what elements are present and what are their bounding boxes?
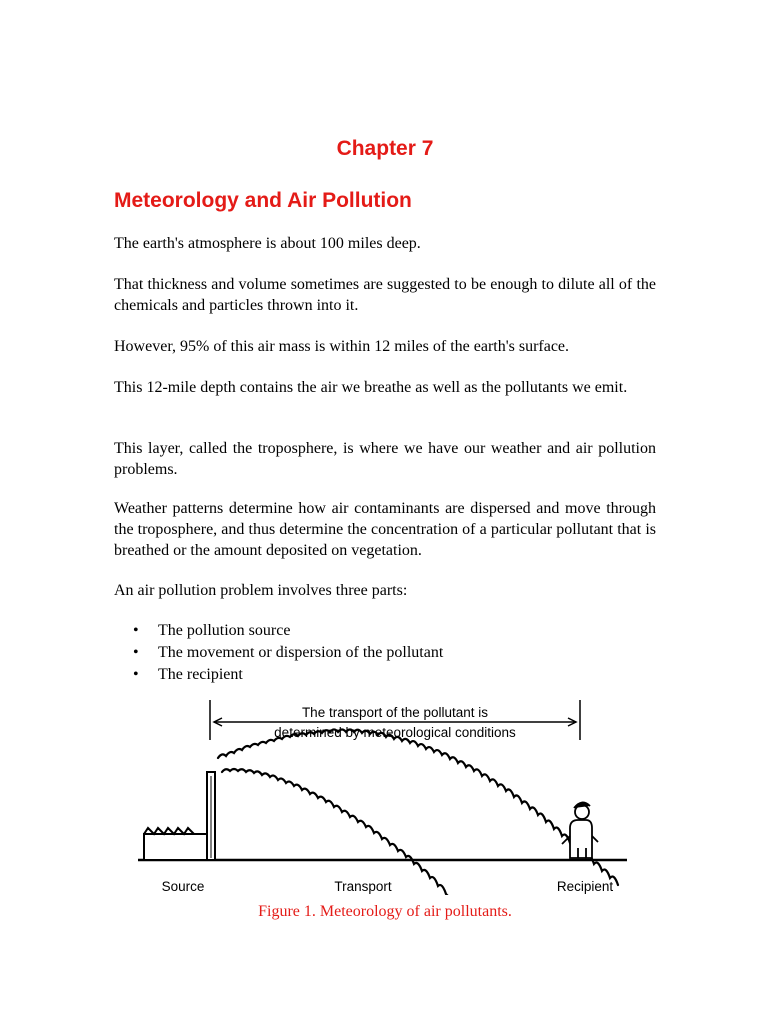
- annotation-line-2: determined by meteorological conditions: [274, 725, 516, 740]
- pollution-transport-figure: [130, 690, 640, 895]
- upper-smoke-plume: [218, 730, 618, 886]
- bullet-icon: •: [133, 644, 139, 661]
- pollution-parts-list: [114, 620, 443, 686]
- list-item: [114, 664, 443, 686]
- paragraph-weather-patterns: Weather patterns determine how air contaminants are dispersed and move through the troposphere, and thus determine the concentration of a particular pollutant that is breathed or the amount deposited on vegetation.: [114, 500, 656, 559]
- annotation-line-1: The transport of the pollutant is: [301, 705, 489, 720]
- factory-source-icon: [144, 772, 215, 860]
- label-recipient: Recipient: [556, 879, 614, 894]
- label-transport: Transport: [334, 879, 392, 894]
- list-item: [114, 642, 443, 664]
- bullet-icon: •: [133, 666, 139, 683]
- paragraph-troposphere: This layer, called the troposphere, is where we have our weather and air pollution problems.: [114, 440, 656, 478]
- recipient-person-icon: [562, 802, 598, 858]
- chapter-label: Chapter 7: [336, 137, 434, 160]
- paragraph-air-mass: However, 95% of this air mass is within 12 miles of the earth's surface.: [114, 338, 570, 355]
- list-item: [114, 620, 443, 642]
- paragraph-three-parts: An air pollution problem involves three parts:: [114, 582, 408, 599]
- page-title: Meteorology and Air Pollution: [114, 189, 412, 212]
- paragraph-twelve-mile-depth: This 12-mile depth contains the air we breathe as well as the pollutants we emit.: [114, 379, 628, 396]
- list-item-text: The movement or dispersion of the pollutant: [158, 644, 444, 661]
- figure-illustration: [130, 690, 640, 895]
- label-source: Source: [161, 879, 205, 894]
- paragraph-thickness-volume: That thickness and volume sometimes are suggested to be enough to dilute all of the chemicals and particles thrown into it.: [114, 276, 656, 314]
- paragraph-atmosphere-depth: The earth's atmosphere is about 100 miles deep.: [114, 235, 421, 252]
- figure-caption: Figure 1. Meteorology of air pollutants.: [258, 903, 512, 920]
- list-item-text: The pollution source: [158, 622, 291, 639]
- bullet-icon: •: [133, 622, 139, 639]
- lower-smoke-plume: [222, 769, 468, 895]
- list-item-text: The recipient: [158, 666, 243, 683]
